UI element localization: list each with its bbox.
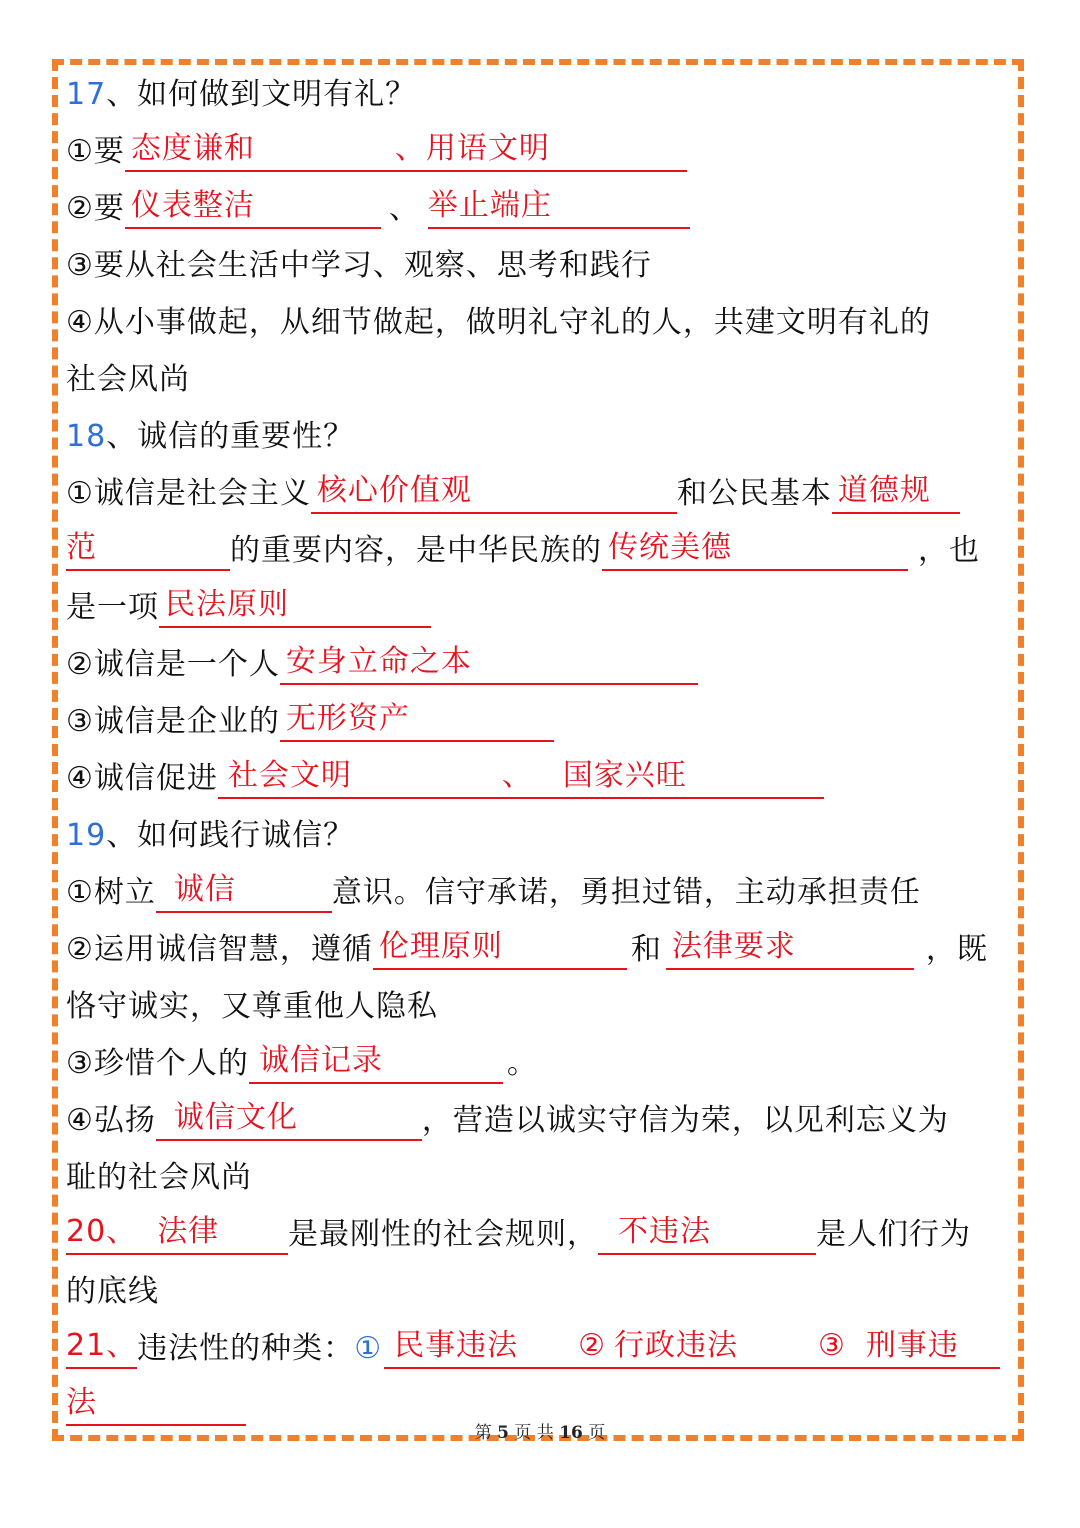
q17-l1-prefix: ①要 xyxy=(66,134,125,169)
q18-number: 18 xyxy=(66,419,107,454)
q18-line-5 xyxy=(66,693,1016,750)
q19-line-1 xyxy=(66,864,1016,921)
q19-number: 19 xyxy=(66,818,107,853)
answer-blank: 核心价值观 xyxy=(311,470,677,514)
footer-word: 共 xyxy=(536,1423,554,1443)
q21-line-1 xyxy=(66,1320,1016,1377)
answer-blank: 伦理原则 xyxy=(373,926,627,970)
answer-blank: 诚信 xyxy=(156,869,332,913)
q17-line-5: 社会风尚 xyxy=(66,362,190,397)
q17-line-2 xyxy=(66,180,1016,237)
q17-line-4: ④从小事做起，从细节做起，做明礼守礼的人，共建文明有礼的 xyxy=(66,305,931,340)
answer-blank: 20、 法律 xyxy=(66,1211,288,1255)
answer-blank: 民法原则 xyxy=(159,584,431,628)
q20-mid: 是最刚性的社会规则， xyxy=(288,1217,598,1252)
q19-line-6: 耻的社会风尚 xyxy=(66,1160,252,1195)
q17-l2-prefix: ②要 xyxy=(66,191,125,226)
answer-blank: 诚信记录 xyxy=(249,1040,503,1084)
q17-title xyxy=(66,66,1016,123)
q18-line-3 xyxy=(66,579,1016,636)
answer-blank: 民事违法 ② 行政违法 ③ 刑事违 xyxy=(384,1325,1000,1369)
answer-blank: 道德规 xyxy=(832,470,960,514)
footer-word: 第 xyxy=(474,1423,492,1443)
q18-l3-prefix: 是一项 xyxy=(66,590,159,625)
answer-blank: 范 xyxy=(66,527,230,571)
separator: 、 xyxy=(388,191,420,226)
answer-blank: 态度谦和 xyxy=(125,128,387,172)
answer-blank: 诚信文化 xyxy=(156,1097,422,1141)
answer-blank: 社会文明 、 国家兴旺 xyxy=(218,755,824,799)
q18-l1-prefix: ①诚信是社会主义 xyxy=(66,476,311,511)
q19-l2-prefix: ②运用诚信智慧，遵循 xyxy=(66,932,373,967)
q18-line-4 xyxy=(66,636,1016,693)
page-footer xyxy=(0,1418,1080,1443)
q19-line-5 xyxy=(66,1092,1016,1149)
q18-l5-prefix: ③诚信是企业的 xyxy=(66,704,280,739)
q19-l4-end: 。 xyxy=(506,1046,538,1081)
q18-l1-mid: 和公民基本 xyxy=(676,476,832,511)
q20-line-1 xyxy=(66,1206,1016,1263)
q17-line-3: ③要从社会生活中学习、观察、思考和践行 xyxy=(66,248,652,283)
q19-l1-end: 意识。信守承诺，勇担过错，主动承担责任 xyxy=(331,875,921,910)
q18-title xyxy=(66,408,1016,465)
q17-line-1 xyxy=(66,123,1016,180)
footer-page-number: 5 xyxy=(497,1423,509,1443)
q18-l2-end: ，也 xyxy=(918,533,980,568)
q18-l2-mid: 的重要内容，是中华民族的 xyxy=(230,533,602,568)
q20-line-2: 的底线 xyxy=(66,1274,159,1309)
q19-line-3: 恪守诚实，又尊重他人隐私 xyxy=(66,989,438,1024)
q18-l4-prefix: ②诚信是一个人 xyxy=(66,647,280,682)
q20-end: 是人们行为 xyxy=(816,1217,971,1252)
answer-blank: 举止端庄 xyxy=(428,185,690,229)
answer-blank: 法 xyxy=(66,1382,246,1426)
q21-text: 违法性的种类： xyxy=(137,1331,355,1366)
page-content xyxy=(66,66,1016,1434)
q18-line-1 xyxy=(66,465,1016,522)
q19-l1-prefix: ①树立 xyxy=(66,875,156,910)
answer-blank: 法律要求 xyxy=(666,926,914,970)
q17-number: 17 xyxy=(66,77,107,112)
answer-blank: 、用语文明 xyxy=(387,128,687,172)
q19-title xyxy=(66,807,1016,864)
answer-blank: 不违法 xyxy=(598,1211,816,1255)
q19-l2-end: ，既 xyxy=(925,932,988,967)
q18-line-6 xyxy=(66,750,1016,807)
q19-l4-prefix: ③珍惜个人的 xyxy=(66,1046,249,1081)
q21-circle-1: ① xyxy=(354,1331,383,1366)
footer-word: 页 xyxy=(588,1423,606,1443)
q19-l2-mid: 和 xyxy=(630,932,662,967)
q17-title-text: 、如何做到文明有礼？ xyxy=(106,77,417,112)
footer-total-pages: 16 xyxy=(559,1423,583,1443)
q18-title-text: 、诚信的重要性？ xyxy=(106,419,355,454)
answer-blank: 无形资产 xyxy=(280,698,554,742)
q18-line-2 xyxy=(66,522,1016,579)
q19-title-text: 、如何践行诚信？ xyxy=(106,818,355,853)
q19-line-2 xyxy=(66,921,1016,978)
footer-word: 页 xyxy=(514,1423,532,1443)
answer-blank: 仪表整洁 xyxy=(125,185,381,229)
q19-l5-end: ，营造以诚实守信为荣，以见利忘义为 xyxy=(421,1103,949,1138)
q18-l6-prefix: ④诚信促进 xyxy=(66,761,218,796)
q19-l5-prefix: ④弘扬 xyxy=(66,1103,156,1138)
q21-number: 21、 xyxy=(66,1325,137,1369)
q19-line-4 xyxy=(66,1035,1016,1092)
answer-blank: 安身立命之本 xyxy=(280,641,698,685)
answer-blank: 传统美德 xyxy=(602,527,908,571)
